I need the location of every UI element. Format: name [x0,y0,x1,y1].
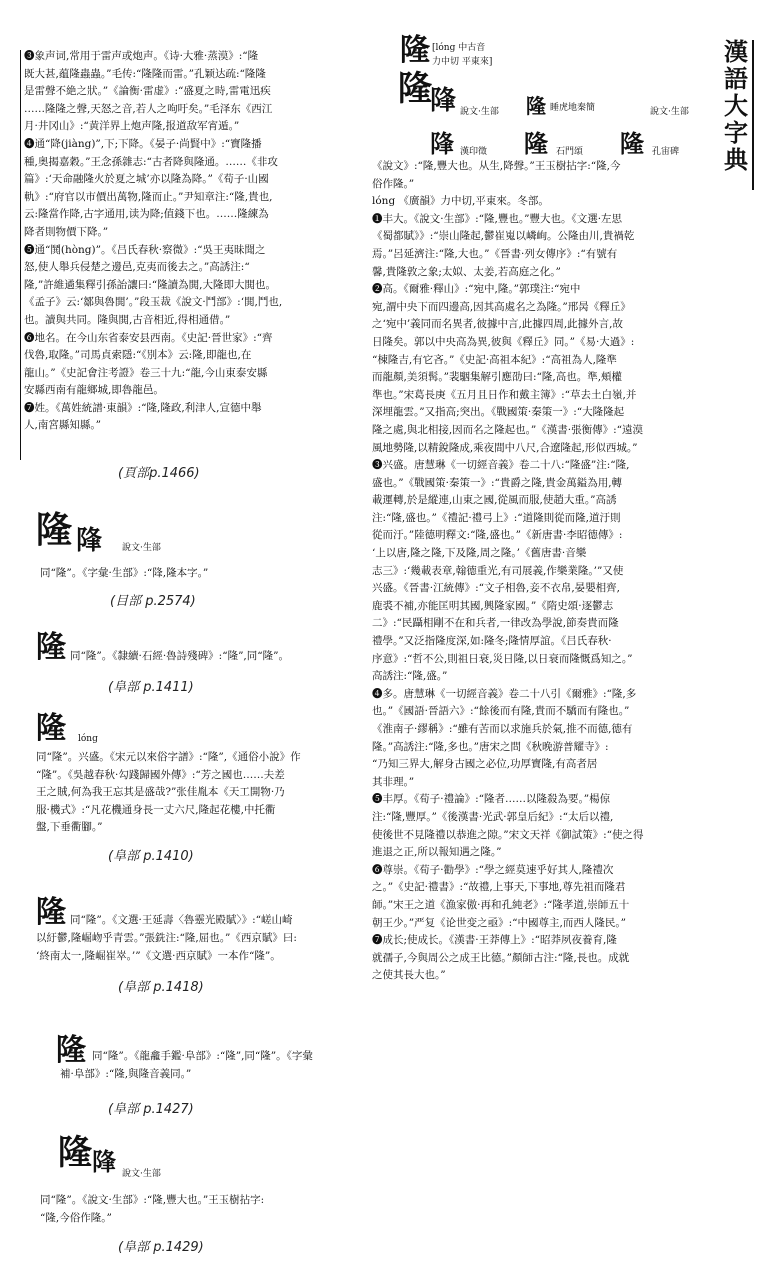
header-char: 大 [724,91,748,120]
text-line: 載運轉,於是縱連,山東之國,從風而服,使趙大重。”高誘 [372,494,617,507]
text-line: ❹多。唐慧琳《一切經音義》卷二十八引《爾雅》:“隆,多 [372,687,637,700]
text-line: 之。”《史記·禮書》:“故禮,上事天,下事地,尊先祖而隆君 [372,881,626,894]
text-line: 就孺子,今與周公之成王比德。”顏師古注:“隆,長也。成就 [372,951,630,964]
text-line: ‘上以唐,隆之隆,下及隆,周之隆。’《舊唐書·音樂 [372,547,587,560]
text-line: 隆,”許維遹集釋引孫詒讓曰:“隆讀為閧,大隆即大閧也。 [24,278,276,291]
form-source-label: 孔宙碑 [652,147,680,157]
text-line: ❹通“降(jiàng)”,下;下降。《晏子·尚賢中》:“寶隆播 [24,137,262,150]
left-margin-rule [20,50,21,460]
text-line: 之‘宛中’義同而名異者,彼據中言,此據四周,此據外言,故 [372,318,624,331]
text-line: 日隆矣。郭以中央高為異,彼與《釋丘》同。”《易·大過》: [372,335,635,348]
text-line: 其非理。” [372,775,415,788]
text-line: 風地勢隆,以精銳隆成,乘夜間中八尺,合遼隆起,形似西城。” [372,441,638,454]
text-line: ……隆隆之聲,天怒之音,若人之呴吁矣。”毛泽东《西江 [24,102,273,115]
text-line: 隆。”高誘注:“隆,多也。”唐宋之問《秋晚游普耀寺》: [372,740,609,753]
entry-source-label: 說文·生部 [122,543,161,553]
text-line: 也。讀與共同。隆與閧,古音相近,得相通借。” [24,313,231,326]
entry-body [36,749,356,837]
entry-body [36,930,356,965]
text-line: “隆,今俗作隆。” [40,1211,112,1224]
left-top-block [24,48,359,435]
form-source-label: 漢印徵 [460,147,488,157]
entry-reading: lóng [78,734,98,744]
text-line: 《蜀都賦》》:“崇山隆起,鬱崔嵬以嶙峋。公隆由川,貴禍乾 [372,230,635,243]
text-line: 軌》:“府官以市價出萬物,隆而止。”尹知章注:“隆,貴也, [24,190,273,203]
header-rule [752,40,754,190]
text-line: 王之賊,何為我王忘其是盛哉?”张佳胤本《天工開物·乃 [36,786,285,799]
text-line: 禮學。”又泛指隆度深,如:隆冬;隆情厚誼。《吕氏春秋· [372,635,612,648]
handwritten-note: (目部 p.2574) [110,594,196,609]
text-line: 注:“隆,豐厚。”《後漢書·光武·郭皇后紀》:“太后以禮, [372,810,614,823]
text-line: 師。”宋王之道《漁家傲·再和孔純老》:“隆孝道,崇師五十 [372,898,630,911]
text-line: ❸象声词,常用于雷声或炮声。《诗·大雅·蒸漠》:“隆 [24,50,259,62]
text-line: 序意》:“哲不公,則祖日衰,災日隆,以日衰而隆慨爲知之。” [372,652,633,665]
handwritten-note: (阜部 p.1429) [118,1240,204,1255]
text-line: 深埋龍雲。”又指高;突出。《戰國策·秦策一》:“大隆隆起 [372,406,625,419]
text-line: 朝王少。”严复《论世变之亟》:“中國尊主,而西人隆民。” [372,916,626,929]
text-line: 同“隆”。兴盛。《宋元以來俗字譜》:“隆”,《通俗小說》作 [36,751,301,763]
text-line: lóng 《廣韻》力中切,平東來。冬部。 [372,195,549,208]
entry-head-char: 隆 [36,895,66,930]
header-char: 典 [724,145,748,174]
text-line: 焉。”呂延濟注:“隆,大也。”《晉書·列女傳序》:“有號有 [372,247,618,260]
form-source-label: 說文·生部 [650,107,689,117]
text-line: 同“隆”。《說文·生部》:“隆,豐大也。”王玉樹拈字: [40,1194,265,1206]
text-line: 準也。”宋葛長庚《五月且日作和戴主簿》:“草去土白嶺,并 [372,388,637,401]
text-line: ❻尊崇。《荀子·勸學》:“學之經莫速乎好其人,隆禮次 [372,863,614,876]
text-line: 伐魯,取隆。”司馬貞索隱:“《別本》云:隆,即龍也,在 [24,349,252,362]
head-phonetic: 力中切 平東來] [432,57,493,67]
handwritten-note: (阜部 p.1411) [108,680,194,695]
header-char: 漢 [724,37,748,66]
text-line: 鹿裘不補,亦能匡明其國,興隆家國。”《隋史頌·逐鬱志 [372,599,614,612]
handwritten-note: (頁部p.1466) [118,466,200,481]
text-line: 高誘注:“隆,盛。” [372,670,448,683]
text-line: 隆之處,與北相接,因而名之隆起也。”《漢書·張衡傳》:“遠漠 [372,423,644,436]
text-line: ❶丰大。《說文·生部》:“隆,豐也。”豐大也。《文選·左思 [372,212,623,225]
handwritten-note: (阜部 p.1418) [118,980,204,995]
entry-text: 同“隆”。《文選·王延壽〈魯靈光殿賦〉》:“嵯山崎 [70,914,293,926]
head-phonetic: [lóng 中古音 [432,43,486,53]
entry-text: 同“隆”。《字彙·生部》:“䧏,隆本字。” [40,567,209,579]
dictionary-header [724,38,754,173]
text-line: 二》:“民躡相剛不在和兵者,一律改為學說,節奏貴而隆 [372,617,619,630]
text-line: 安縣西南有龍鄉城,即魯龍邑。 [24,384,164,397]
text-line: 種,奥揭嘉穀。”王念孫雜志:“古者降與隆通。……《非攻 [24,155,278,168]
form-source-label: 睡虎地秦簡 [550,103,596,113]
text-line: 盛也。”《戰國策·秦策一》:“貴爵之隆,貴金萬鎰為用,轉 [372,476,623,489]
text-line: 進退之正,所以報知遇之隆。” [372,846,502,859]
entry-text: 補·阜部》:“隆,與隆音義同。” [60,1068,192,1080]
text-line: ❷高。《爾雅·釋山》:“宛中,隆。”郭璞注:“宛中 [372,283,581,296]
text-line: 俗作隆。” [372,177,415,190]
seal-form-char: 䧏 [430,129,454,158]
entry-text: 同“隆”。《隸續·石經·魯詩殘碑》:“隆”,同“隆”。 [70,650,290,662]
text-line: 兴盛。《晉書·江統傳》:“文子相魯,妾不衣帛,晏嬰相齊, [372,582,621,595]
text-line: “隆”。《吳越春秋·勾踐歸國外傳》:“芳之國也……夫差 [36,768,285,781]
seal-form-char: 䧏 [430,86,457,116]
text-line: 篇》:‘天命融隆火於夏之城’亦以隆為降。”《荀子·山國 [24,173,269,186]
text-line: “乃知三界大,解身古國之必位,功厚寶隆,有高者居 [372,758,598,771]
text-line: 怒,使人舉兵侵楚之邊邑,克夷而後去之。”高誘注:“ [24,261,250,274]
handwritten-note: (阜部 p.1427) [108,1102,194,1117]
seal-form-char: 隆 [398,69,432,109]
text-line: 而龍顏,美須髯。”裴駰集解引應劭曰:“隆,高也。準,頰權 [372,371,623,384]
form-source-label: 石門頌 [556,147,584,157]
text-line: 志三》:‘幾載表章,翰德重光,有司展義,作樂業隆。’”又使 [372,564,624,577]
entry-head-char: 隆 [56,1033,86,1068]
text-line: 月·井冈山》:“黄洋界上炮声隆,报道敌军宵遁。” [24,120,240,133]
text-line: 《說文》:“隆,豐大也。从生,降聲。”王玉樹拈字:“隆,今 [372,160,621,172]
text-line: 服·機式》:“凡花機通身長一丈六尺,隆起花樓,中托衢 [36,803,276,816]
text-line: 是雷聲不絶之狀。”《論衡·雷虚》:“盛夏之時,雷電迅疾 [24,85,271,98]
text-line: 之使其長大也。” [372,969,446,982]
text-line: 龍山。”《史記會注考證》卷三十九:“龍,今山東泰安縣 [24,366,268,379]
text-line: 《淮南子·繆稱》:“雖有苦而以求施兵於氣,推不而德,德有 [372,723,633,735]
text-line: 云:隆當作降,古字通用,读为降;值錢下也。……隆練為 [24,208,269,221]
entry-head-char: 隆 [36,630,66,665]
text-line: 盤,下垂衢腳。” [36,821,103,834]
handwritten-note: (阜部 p.1410) [108,849,194,864]
entry-head-char: 隆 [36,509,73,551]
main-head-char: 隆 [400,33,430,68]
text-line: “棟隆吉,有它吝。”《史記·高祖本紀》:“高祖為人,隆準 [372,353,617,366]
seal-form-char: 隆 [524,129,548,158]
entry-source-label: 說文·生部 [122,1169,161,1179]
seal-form-char: 隆 [526,94,546,118]
entry-variant-char: 䧏 [92,1147,116,1176]
text-line: 《孟子》云:‘鄒與魯閧’。”段玉裁《說文·鬥部》:‘閧,鬥也, [24,296,283,309]
entry-head-char: 隆 [36,711,66,746]
main-entry-body [372,158,722,985]
text-line: ❼姓。《萬姓統譜·東韻》:“隆,隆政,利津人,宣德中舉 [24,401,262,414]
entry-text: 同“隆”。《龍龕手鑑·阜部》:“隆”,同“隆”。《字彙 [92,1050,313,1062]
text-line: 注:“隆,盛也。”《禮記·禮弓上》:“道隆則從而隆,道汙則 [372,511,621,524]
text-line: ❺通“鬨(hòng)”。《吕氏春秋·察微》:“吳王夷昧聞之 [24,243,266,256]
text-line: ❺丰厚。《荀子·禮論》:“隆者……以隆殺為要。”楊倞 [372,793,611,806]
text-line: ❸兴盛。唐慧琳《一切經音義》卷二十八:“隆盛”注:“隆, [372,459,630,472]
text-line: 人,南宮縣知縣。” [24,419,101,432]
text-line: ‘終南太一,隆崛崔崒。’”《文選·西京賦》一本作“隆”。 [36,949,281,962]
header-char: 字 [724,118,748,147]
header-char: 語 [724,64,748,93]
entry-body [40,1192,360,1227]
text-line: 使後世不見隆禮以恭進之隙。”宋文天祥《御試策》:“使之得 [372,828,644,841]
text-line: 降者則物價下降。” [24,225,109,238]
text-line: 馨,貴隆敦之象;太姒、太姜,若高庭之化。” [372,265,561,278]
form-source-label: 說文·生部 [460,107,499,117]
text-line: 既大甚,蕴隆蟲蟲。”毛传:“隆隆而雷。”孔颖达疏:“隆隆 [24,67,266,80]
text-line: ❻地名。在今山东省泰安县西南。《史記·晉世家》:“齊 [24,331,273,344]
entry-head-char: 隆 [58,1133,92,1173]
text-line: ❼成长;使成长。《漢書·王莽傳上》:“昭莽夙夜養育,隆 [372,934,617,947]
text-line: 宛,謂中央下而四邊高,因其高處名之為隆。”邢昺《釋丘》 [372,300,631,313]
seal-form-char: 隆 [620,129,644,158]
text-line: 從而汙。”陸德明釋文:“隆,盛也。”《新唐書·李昭德傳》: [372,529,623,542]
text-line: 也。”《國語·晉語六》:“餘後而有隆,貴而不驕而有隆也。” [372,705,630,718]
entry-variant-char: 䧏 [76,526,103,556]
text-line: 以紆鬱,隆崛岉乎青雲。”張銑注:“隆,屈也。”《西京賦》曰: [36,932,297,944]
